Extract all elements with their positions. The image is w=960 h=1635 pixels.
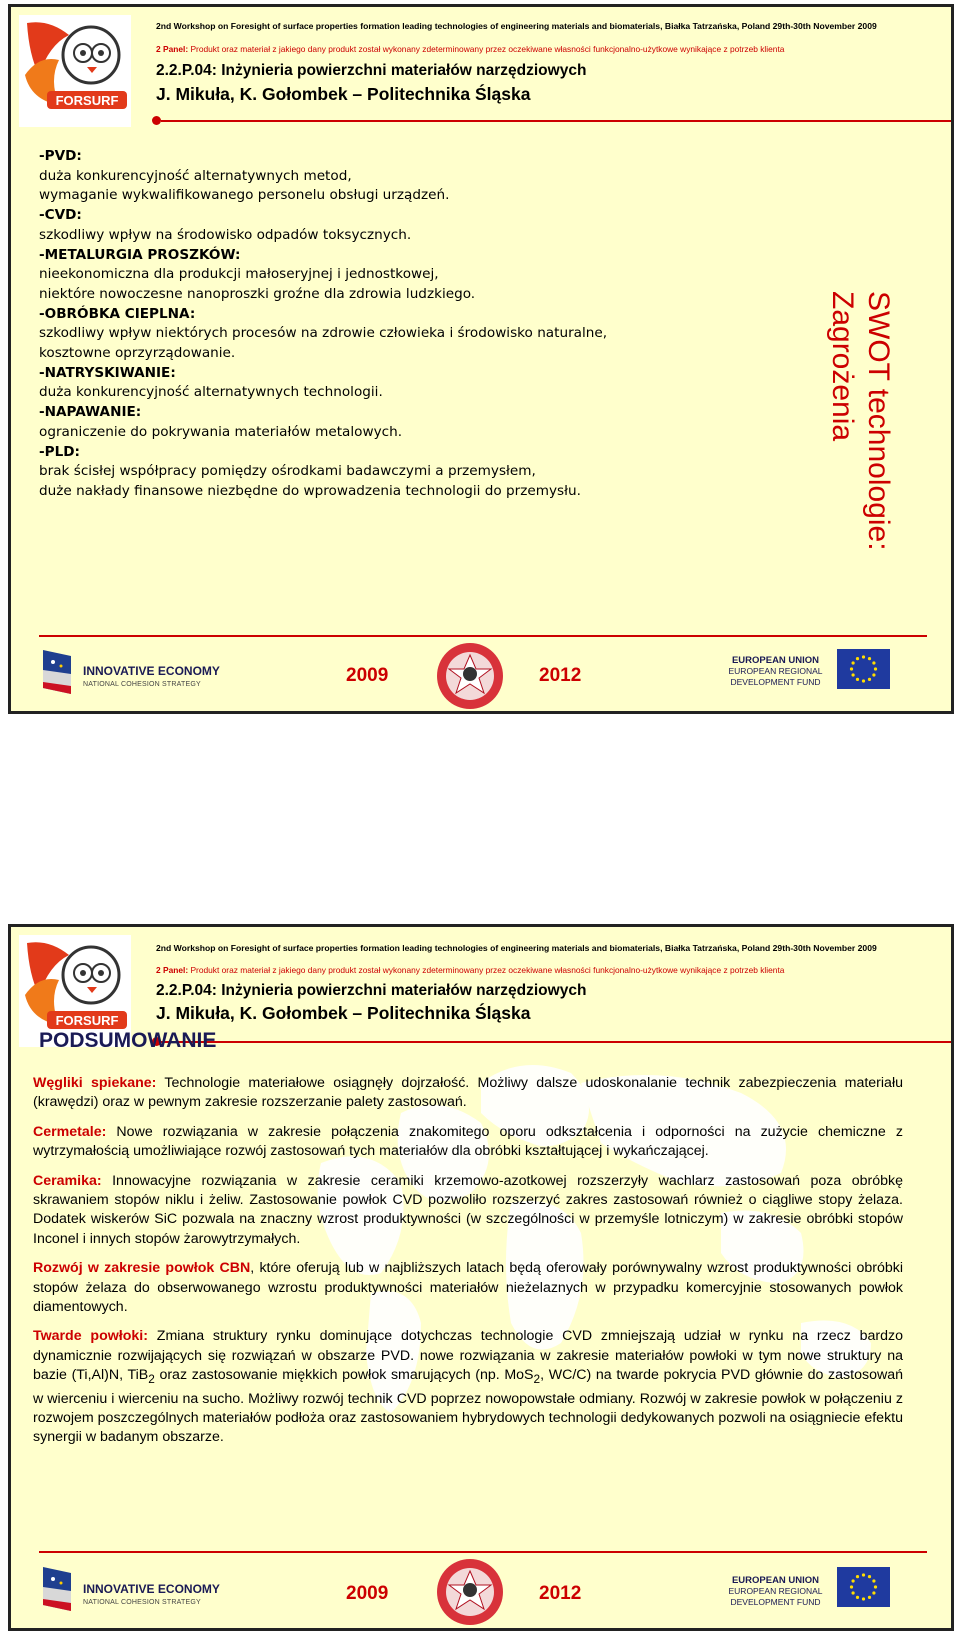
paragraph-text: , które oferują lub w najbliższych latach będą oferowały porównywalny wzrost produktywności obróbki stopów żelaza do obserwowanego wzrostu produktywności materiałów nieżelaznych w przypadku komercyjnie stosowanych powłok diamentowych. — [33, 1260, 903, 1316]
slide-swot-threats — [8, 4, 954, 714]
threat-item — [39, 305, 779, 364]
threat-heading: -PVD: — [39, 148, 82, 164]
year-end: 2012 — [539, 665, 582, 686]
eu-line2: EUROPEAN REGIONAL — [728, 666, 823, 676]
threats-list — [39, 147, 779, 502]
slide-summary — [8, 924, 954, 1631]
year-start: 2009 — [346, 1583, 389, 1604]
paragraph-text: oraz zastosowanie miękkich powłok smarujących (np. MoS — [154, 1367, 534, 1384]
footer-divider — [39, 1551, 927, 1553]
workshop-header: 2nd Workshop on Foresight of surface properties formation leading technologies of engineering materials and biomaterials, Białka Tatrzańska, Poland 29th-30th November 2009 — [156, 943, 877, 953]
summary-paragraph — [33, 1327, 903, 1447]
innovative-economy-flag-icon — [41, 1565, 77, 1615]
swot-vertical-title — [824, 291, 896, 551]
threat-item — [39, 364, 779, 403]
eu-line3: DEVELOPMENT FUND — [730, 1597, 821, 1607]
paragraph-lead: Ceramika: — [33, 1172, 102, 1189]
threat-item — [39, 443, 779, 502]
paragraph-lead: Węgliki spiekane: — [33, 1075, 157, 1091]
summary-paragraph — [33, 1123, 903, 1162]
summary-paragraph — [33, 1074, 903, 1113]
threat-line: brak ścisłej współpracy pomiędzy ośrodkami badawczymi a przemysłem, — [39, 463, 536, 480]
eu-flag-icon — [837, 649, 890, 689]
threat-line: ograniczenie do pokrywania materiałów metalowych. — [39, 423, 403, 440]
eu-flag-icon — [837, 1567, 890, 1607]
panel-label: 2 Panel: — [156, 965, 189, 975]
eu-fund-label — [723, 655, 828, 688]
threat-item — [39, 147, 779, 206]
threat-heading: -CVD: — [39, 207, 82, 224]
header-divider-dot — [152, 116, 161, 125]
threat-heading: -PLD: — [39, 443, 80, 460]
paragraph-text: Nowe rozwiązania w zakresie połączenia znakomitego oporu odkształcenia i odporności na zużycie chemiczne z wytrzymałością umożliwiające rozwój zastosowań tych materiałów dla obróbki kształtującej i wykańczającej. — [33, 1123, 903, 1160]
logo-wordmark: FORSURF — [55, 1013, 119, 1028]
university-emblem-icon — [435, 1557, 505, 1627]
threat-line: duże nakłady finansowe niezbędne do wprowadzenia technologii do przemysłu. — [39, 482, 581, 499]
threat-heading: -OBRÓBKA CIEPLNA: — [39, 305, 196, 322]
threat-line: nieekonomiczna dla produkcji małoseryjnej i jednostkowej, — [39, 266, 439, 283]
paragraph-text: Innowacyjne rozwiązania w zakresie ceramiki krzemowo-azotkowej rozszerzyły wachlarz zastosowań poza obróbkę skrawaniem stopów niklu i żeliw. Zastosowanie powłok CVD pozwoliło rozszerzyć zakres zastosowań również o ciągliwe stopy żelaza. Dodatek wiskerów SiC pozwala na znaczny wzrost produktywności (w szczególności w przemyśle lotniczym) w zakresie obróbki stopów Inconel i innych stopów żarowytrzymałych. — [33, 1172, 903, 1247]
cohesion-strategy-label: NATIONAL COHESION STRATEGY — [83, 1599, 201, 1606]
summary-body — [33, 1074, 903, 1458]
threat-item — [39, 246, 779, 305]
panel-label: 2 Panel: — [156, 44, 189, 54]
innovative-economy-label: INNOVATIVE ECONOMY — [83, 1582, 220, 1596]
threat-line: duża konkurencyjność alternatywnych metod, — [39, 167, 352, 184]
innovative-economy-flag-icon — [41, 648, 77, 698]
workshop-header: 2nd Workshop on Foresight of surface properties formation leading technologies of engineering materials and biomaterials, Białka Tatrzańska, Poland 29th-30th November 2009 — [156, 21, 877, 31]
threat-item — [39, 206, 779, 245]
eu-line1: EUROPEAN UNION — [731, 1575, 820, 1586]
session-code-title: 2.2.P.04: Inżynieria powierzchni materiałów narzędziowych — [156, 62, 587, 79]
eu-line2: EUROPEAN REGIONAL — [728, 1586, 823, 1596]
threat-line: duża konkurencyjność alternatywnych technologii. — [39, 384, 383, 401]
summary-paragraph — [33, 1172, 903, 1250]
threat-line: wymaganie wykwalifikowanego personelu obsługi urządzeń. — [39, 187, 450, 204]
paragraph-lead: Rozwój w zakresie powłok CBN — [33, 1260, 251, 1277]
panel-header — [156, 44, 784, 54]
panel-header — [156, 965, 784, 975]
summary-title: PODSUMOWANIE — [39, 1029, 217, 1052]
authors: J. Mikuła, K. Gołombek – Politechnika Śląska — [156, 84, 531, 104]
paragraph-text: Zmiana struktury rynku dominujące dotychczas technologie CVD zmniejszają udział w rynku na rzecz bardzo dynamicznie rozwijających się rozwiązań w obszarze PVD. nowe rozwiązania w zakresie materiałów powłoki w tym nowe struktury na bazie (Ti,Al)N, TiB — [33, 1328, 903, 1384]
authors: J. Mikuła, K. Gołombek – Politechnika Śląska — [156, 1003, 531, 1023]
subscript: 2 — [148, 1372, 155, 1387]
threat-item — [39, 403, 779, 442]
threat-line: szkodliwy wpływ na środowisko odpadów toksycznych. — [39, 226, 412, 243]
eu-line1: EUROPEAN UNION — [731, 655, 820, 666]
year-end: 2012 — [539, 1583, 582, 1604]
year-start: 2009 — [346, 665, 389, 686]
threat-line: kosztowne oprzyrządowanie. — [39, 345, 236, 362]
forsurf-logo — [19, 15, 131, 127]
threat-line: szkodliwy wpływ niektórych procesów na zdrowie człowieka i środowisko naturalne, — [39, 325, 608, 342]
logo-wordmark: FORSURF — [55, 93, 119, 108]
paragraph-lead: Twarde powłoki: — [33, 1328, 148, 1345]
threat-heading: -NAPAWANIE: — [39, 404, 142, 421]
paragraph-lead: Cermetale: — [33, 1123, 107, 1140]
panel-text: Produkt oraz materiał z jakiego dany produkt został wykonany zdeterminowany przez oczekiwane własności funkcjonalno-użytkowe wynikające z potrzeb klienta — [190, 965, 785, 975]
panel-text: Produkt oraz materiał z jakiego dany produkt został wykonany zdeterminowany przez oczekiwane własności funkcjonalno-użytkowe wynikające z potrzeb klienta — [190, 44, 785, 54]
session-code-title: 2.2.P.04: Inżynieria powierzchni materiałów narzędziowych — [156, 982, 587, 999]
threat-heading: -NATRYSKIWANIE: — [39, 364, 176, 381]
footer-divider — [39, 635, 927, 637]
swot-title-line1: SWOT technologie: — [862, 291, 895, 551]
summary-paragraph — [33, 1259, 903, 1317]
paragraph-text: Technologie materiałowe osiągnęły dojrzałość. Możliwy dalsze udoskonalanie technik zabezpieczenia materiału (krawędzi) oraz w pewnym zakresie rozszerzanie palety zastosowań. — [33, 1075, 903, 1111]
cohesion-strategy-label: NATIONAL COHESION STRATEGY — [83, 681, 201, 688]
eu-line3: DEVELOPMENT FUND — [730, 677, 821, 687]
swot-title-line2: Zagrożenia — [826, 291, 859, 442]
university-emblem-icon — [435, 641, 505, 711]
eu-fund-label — [723, 1575, 828, 1608]
threat-line: niektóre nowoczesne nanoproszki groźne dla zdrowia ludzkiego. — [39, 285, 476, 302]
header-divider — [161, 120, 953, 122]
innovative-economy-label: INNOVATIVE ECONOMY — [83, 664, 220, 678]
subscript: 2 — [533, 1372, 541, 1387]
threat-heading: -METALURGIA PROSZKÓW: — [39, 246, 241, 263]
paragraph-text: , WC/C) na twarde pokrycia PVD głównie do zastosowań w wierceniu i wierceniu na sucho. Możliwy rozwój technik CVD poprzez nowopowstałe odmiany. Rozwój w zakresie powłok w połączeniu z rozwojem poszczególnych materiałów podłoża oraz zastosowaniem hybrydowych technologii dedykowanych pozwoli na osiągniecie efektu synergii w badanym obszarze. — [33, 1367, 903, 1446]
